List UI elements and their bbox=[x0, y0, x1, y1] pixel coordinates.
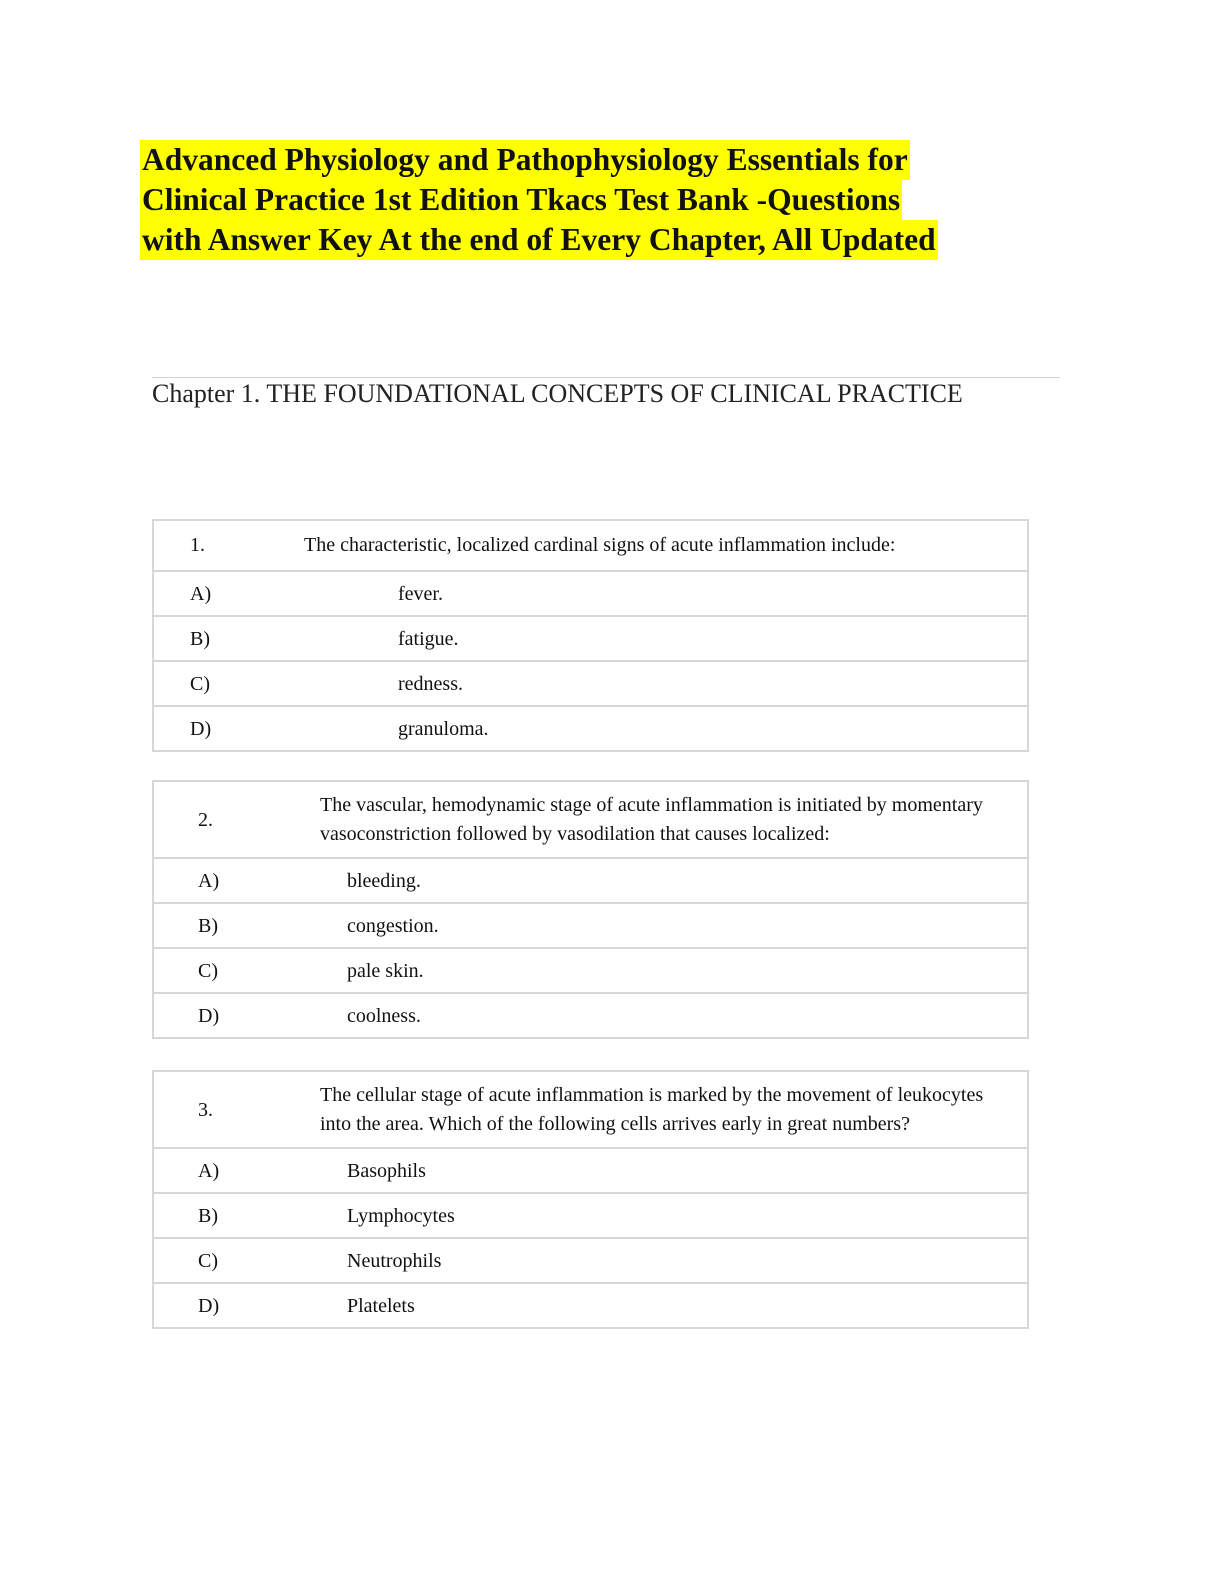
option-text: pale skin. bbox=[298, 949, 1027, 994]
option-text: fatigue. bbox=[290, 617, 1027, 662]
question-1-stem-row bbox=[154, 521, 1027, 572]
option-text: redness. bbox=[290, 662, 1027, 707]
question-number: 3. bbox=[154, 1072, 298, 1149]
question-3-stem-row bbox=[154, 1072, 1027, 1149]
answer-option-row bbox=[154, 1194, 1027, 1239]
document-title-line-1: Advanced Physiology and Pathophysiology Essentials for bbox=[140, 140, 910, 180]
option-text: congestion. bbox=[298, 904, 1027, 949]
option-text: granuloma. bbox=[398, 717, 489, 740]
answer-option-row bbox=[154, 662, 1027, 707]
answer-option-row bbox=[154, 1149, 1027, 1194]
question-stem: The vascular, hemodynamic stage of acute inflammation is initiated by momentary vasoconstriction followed by vasodilation that causes localized: bbox=[298, 782, 1027, 859]
question-2-stem-row bbox=[154, 782, 1027, 859]
option-letter: D) bbox=[190, 717, 212, 740]
option-text: fever. bbox=[290, 572, 1027, 617]
option-letter: A) bbox=[154, 1149, 298, 1194]
chapter-heading: Chapter 1. THE FOUNDATIONAL CONCEPTS OF CLINICAL PRACTICE bbox=[152, 379, 963, 408]
answer-option-row bbox=[154, 949, 1027, 994]
option-text: Platelets bbox=[347, 1294, 415, 1317]
answer-option-row bbox=[154, 1284, 1027, 1327]
option-letter: C) bbox=[154, 662, 290, 707]
option-text: Basophils bbox=[298, 1149, 1027, 1194]
question-number: 1. bbox=[154, 521, 290, 572]
option-text: Neutrophils bbox=[298, 1239, 1027, 1284]
option-letter: A) bbox=[154, 859, 298, 904]
option-letter: B) bbox=[154, 1194, 298, 1239]
option-text: Lymphocytes bbox=[298, 1194, 1027, 1239]
question-number: 2. bbox=[154, 782, 298, 859]
document-title-line-3: with Answer Key At the end of Every Chapter, All Updated bbox=[140, 220, 938, 260]
document-title bbox=[140, 140, 1040, 260]
answer-option-row bbox=[154, 572, 1027, 617]
option-letter: B) bbox=[154, 904, 298, 949]
option-text: bleeding. bbox=[298, 859, 1027, 904]
option-letter: D) bbox=[198, 1294, 220, 1317]
answer-option-row bbox=[154, 859, 1027, 904]
answer-option-row bbox=[154, 1239, 1027, 1284]
option-letter: A) bbox=[154, 572, 290, 617]
question-stem: The cellular stage of acute inflammation is marked by the movement of leukocytes into the area. Which of the following cells arrives early in great numbers? bbox=[298, 1072, 1027, 1149]
answer-option-row bbox=[154, 904, 1027, 949]
option-letter: C) bbox=[154, 949, 298, 994]
question-stem: The characteristic, localized cardinal signs of acute inflammation include: bbox=[290, 521, 1027, 572]
answer-option-row bbox=[154, 994, 1027, 1037]
question-2-table bbox=[152, 780, 1029, 1039]
question-3-table bbox=[152, 1070, 1029, 1329]
option-letter: C) bbox=[154, 1239, 298, 1284]
question-1-table bbox=[152, 519, 1029, 752]
document-title-line-2: Clinical Practice 1st Edition Tkacs Test Bank -Questions bbox=[140, 180, 902, 220]
option-letter: B) bbox=[154, 617, 290, 662]
answer-option-row bbox=[154, 617, 1027, 662]
answer-option-row bbox=[154, 707, 1027, 750]
option-text: coolness. bbox=[347, 1004, 421, 1027]
option-letter: D) bbox=[198, 1004, 220, 1027]
